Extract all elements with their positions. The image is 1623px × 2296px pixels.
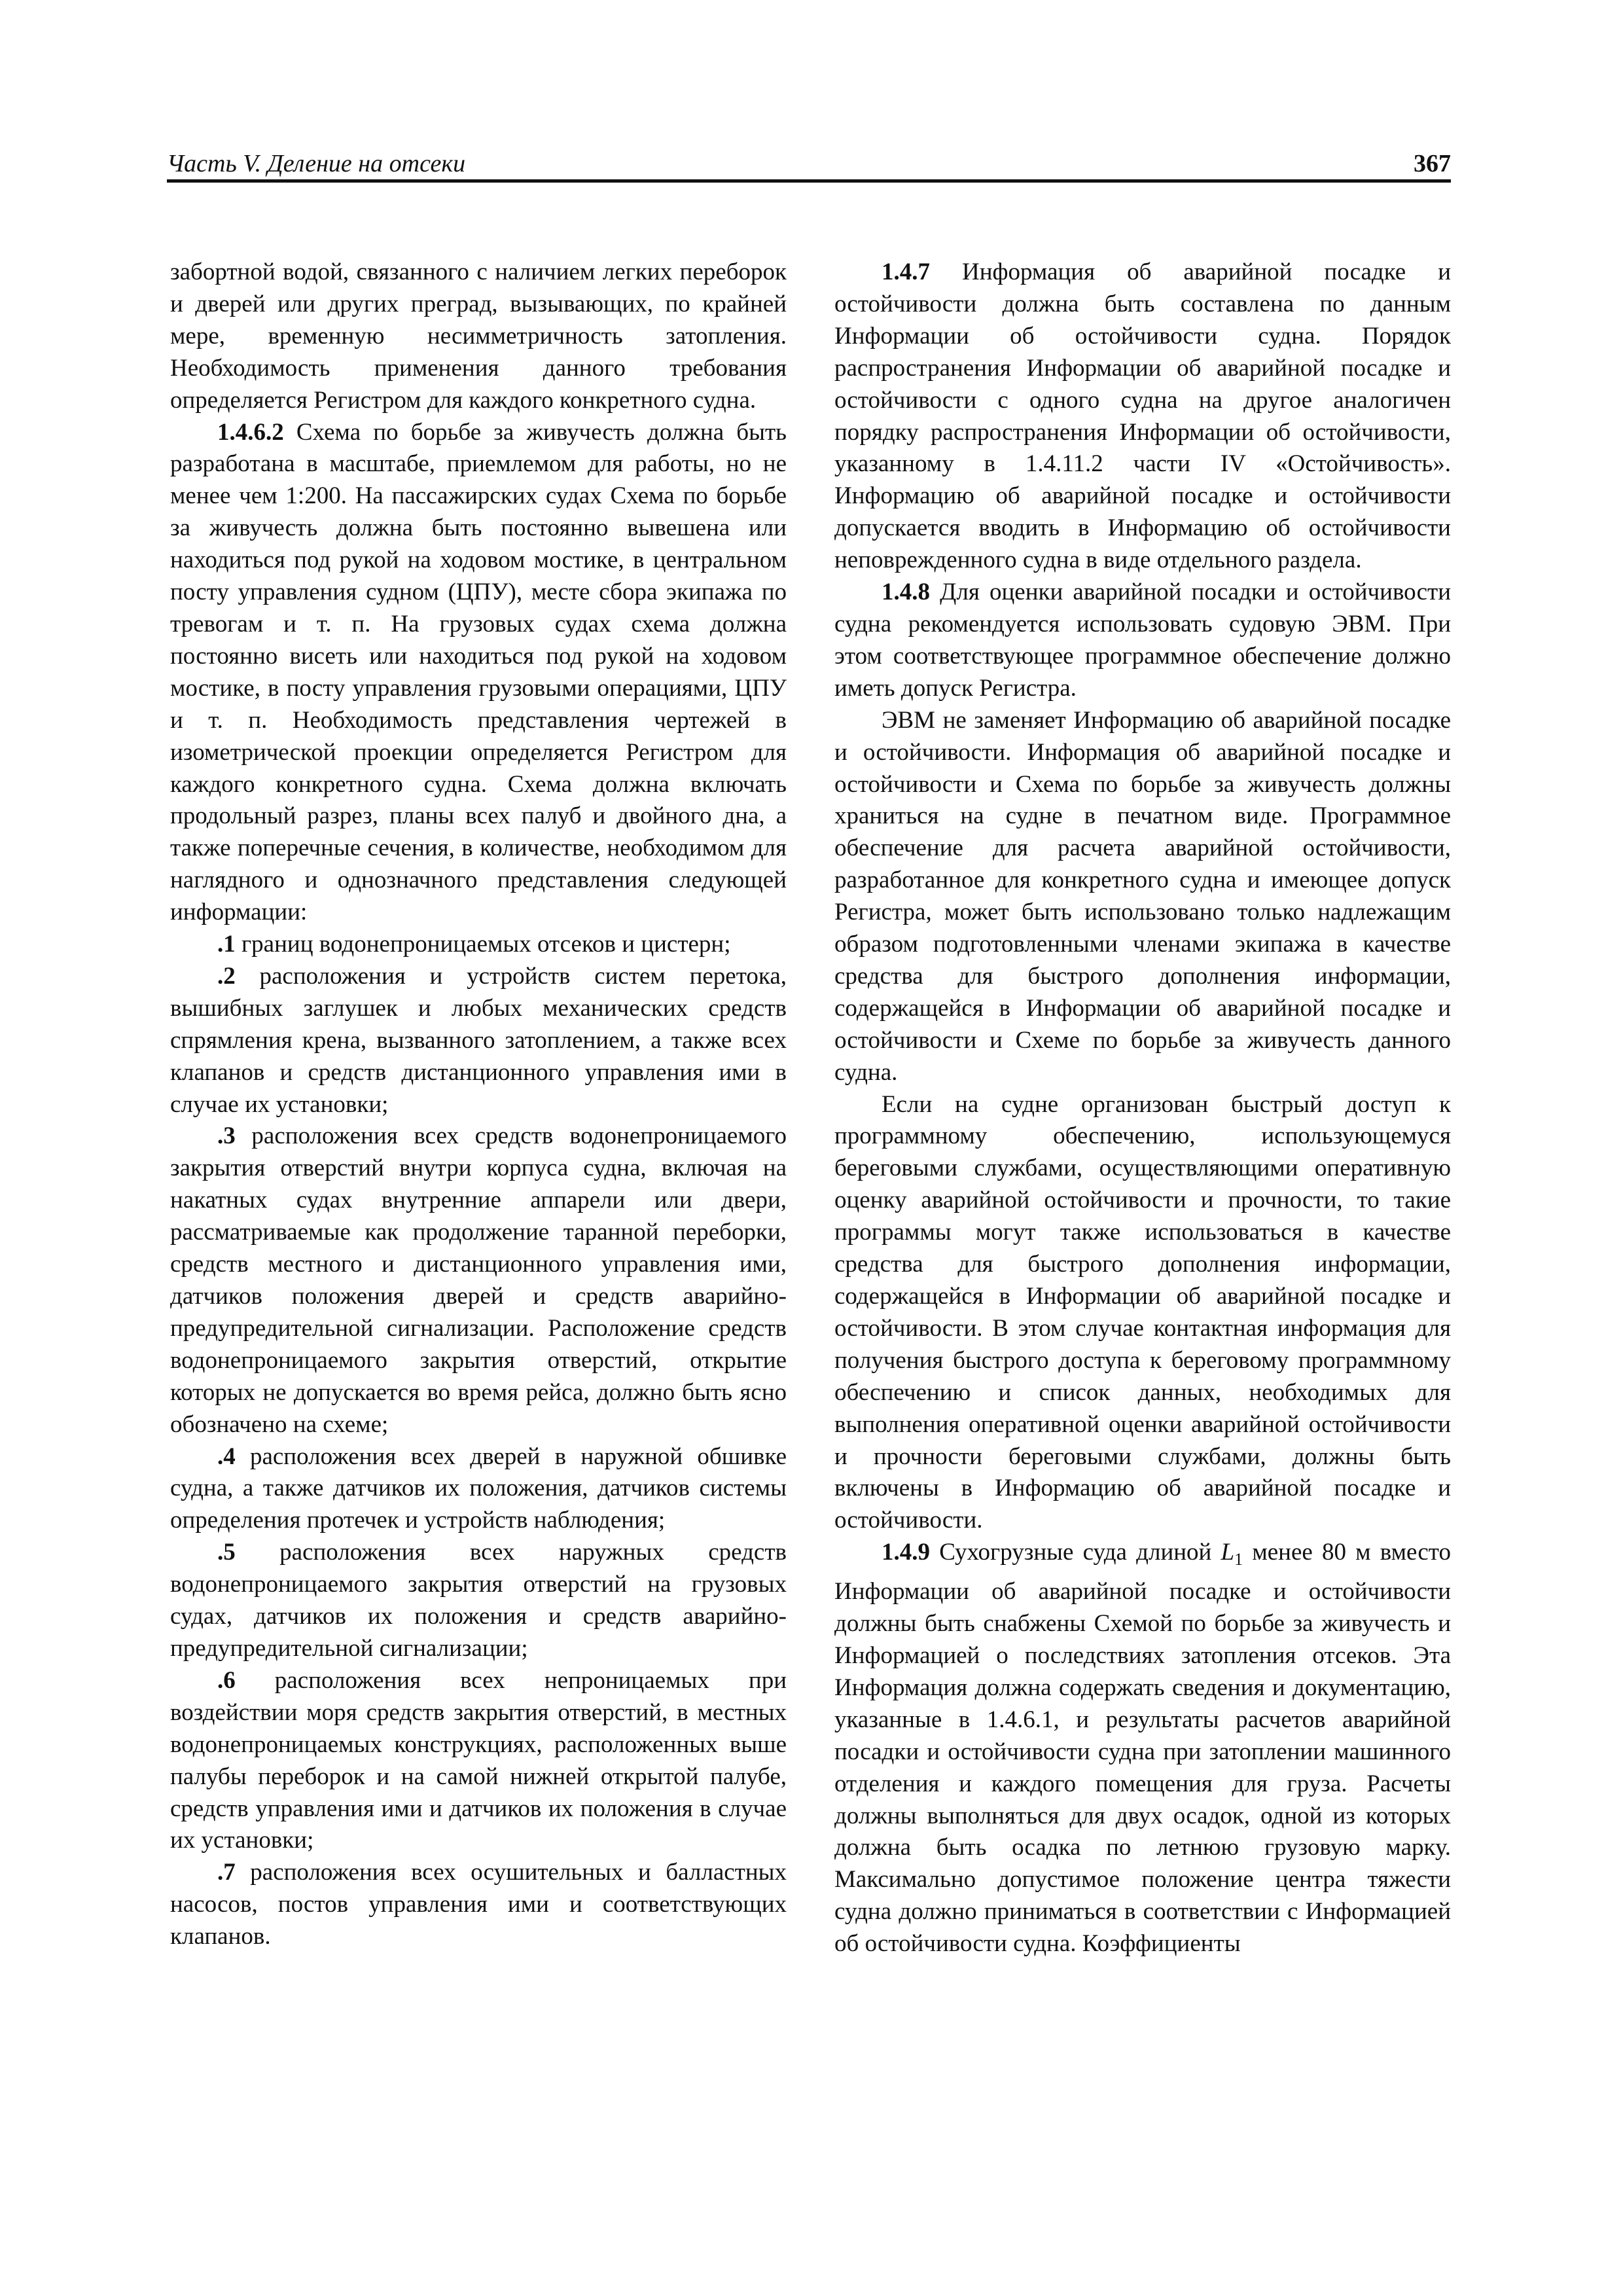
paragraph-text: Если на судне организован быстрый доступ к программному обеспечению, использующемуся береговыми службами, осуществляющими оперативную оценку аварийной остойчивости и прочности, то такие программы могут также использоваться в качестве средства для быстрого дополнения информации, содержащейся в Информации об аварийной посадке и остойчивости. В этом случае контактная информация для получения быстрого доступа к береговому программному обеспечению и список данных, необходимых для выполнения оперативной оценки аварийной остойчивости и прочности береговыми службами, должны быть включены в Информацию об аварийной посадке и остойчивости. xyxy=(834,1090,1451,1534)
clause-number: 1.4.8 xyxy=(882,579,930,606)
list-item-1 xyxy=(170,929,787,961)
list-item-7 xyxy=(170,1857,787,1953)
item-text: расположения всех наружных средств водонепроницаемого закрытия отверстий на грузовых судах, датчиков их положения и средств аварийно-предупредительной сигнализации; xyxy=(170,1539,787,1662)
paragraph-1-4-8 xyxy=(834,577,1451,705)
item-text: границ водонепроницаемых отсеков и цистерн; xyxy=(235,931,731,958)
clause-number: 1.4.7 xyxy=(882,259,930,285)
paragraph-text: Сухогрузные суда длиной xyxy=(930,1539,1221,1566)
page-header xyxy=(167,145,1451,183)
paragraph-1-4-9 xyxy=(834,1537,1451,1960)
paragraph-evm xyxy=(834,705,1451,1089)
item-number: .4 xyxy=(217,1443,236,1470)
list-item-5 xyxy=(170,1537,787,1665)
paragraph-text: ЭВМ не заменяет Информацию об аварийной посадке и остойчивости. Информация об аварийной посадке и остойчивости и Схема по борьбе за живучесть должны храниться на судне в печатном виде. Программное обеспечение для расчета аварийной остойчивости, разработанное для конкретного судна и имеющее допуск Регистра, может быть использовано только надлежащим образом подготовленными членами экипажа в качестве средства для быстрого дополнения информации, содержащейся в Информации об аварийной посадке и остойчивости и Схеме по борьбе за живучесть данного судна. xyxy=(834,706,1451,1086)
length-variable: L xyxy=(1221,1539,1235,1566)
paragraph-1-4-7 xyxy=(834,257,1451,577)
item-number: .5 xyxy=(217,1539,236,1566)
paragraph-text: Схема по борьбе за живучесть должна быть разработана в масштабе, приемлемом для работы, но не менее чем 1:200. На пассажирских судах Схема по борьбе за живучесть должна быть постоянно вывешена или находиться под рукой на ходовом мостике, в центральном посту управления судном (ЦПУ), месте сбора экипажа по тревогам и т. п. На грузовых судах схема должна постоянно висеть или находиться под рукой на ходовом мостике, в посту управления грузовыми операциями, ЦПУ и т. п. Необходимость представления чертежей в изометрической проекции определяется Регистром для каждого конкретного судна. Схема должна включать продольный разрез, планы всех палуб и двойного дна, а также поперечные сечения, в количестве, необходимом для наглядного и однозначного представления следующей информации: xyxy=(170,418,787,926)
paragraph-shore-services xyxy=(834,1089,1451,1537)
item-text: расположения всех непроницаемых при воздействии моря средств закрытия отверстий, в местных водонепроницаемых конструкциях, расположенных выше палубы переборок и на самой нижней открытой палубе, средств управления ими и датчиков их положения в случае их установки; xyxy=(170,1666,787,1854)
item-text: расположения всех осушительных и балластных насосов, постов управления ими и соответствующих клапанов. xyxy=(170,1859,787,1950)
item-text: расположения всех дверей в наружной обшивке судна, а также датчиков их положения, датчиков системы определения протечек и устройств наблюдения; xyxy=(170,1443,787,1534)
item-number: .6 xyxy=(217,1666,236,1694)
clause-number: 1.4.6.2 xyxy=(217,418,284,446)
page-number: 367 xyxy=(1414,150,1451,177)
paragraph-text: Информация об аварийной посадке и остойчивости должна быть составлена по данным Информации об остойчивости судна. Порядок распространения Информации об аварийной посадке и остойчивости с одного судна на другое аналогичен порядку распространения Информации об остойчивости, указанному в 1.4.11.2 части IV «Остойчивость». Информацию об аварийной посадке и остойчивости допускается вводить в Информацию об остойчивости неповрежденного судна в виде отдельного раздела. xyxy=(834,259,1451,574)
item-text: расположения всех средств водонепроницаемого закрытия отверстий внутри корпуса судна, включая на накатных судах внутренние аппарели или двери, рассматриваемые как продолжение таранной переборки, средств местного и дистанционного управления ими, датчиков положения дверей и средств аварийно-предупредительной сигнализации. Расположение средств водонепроницаемого закрытия отверстий, открытие которых не допускается во время рейса, должно быть ясно обозначено на схеме; xyxy=(170,1122,787,1438)
clause-number: 1.4.9 xyxy=(882,1539,930,1566)
paragraph-text: забортной водой, связанного с наличием легких переборок и дверей или других преград, вызывающих, по крайней мере, временную несимметричность затопления. Необходимость применения данного требования определяется Регистром для каждого конкретного судна. xyxy=(170,259,787,414)
paragraph-text: менее 80 м вместо Информации об аварийной посадке и остойчивости должны быть снабжены Схемой по борьбе за живучесть и Информацией о последствиях затопления отсеков. Эта Информация должна содержать сведения и документацию, указанные в 1.4.6.1, и результаты расчетов аварийной посадки и остойчивости судна при затоплении машинного отделения и каждого помещения для груза. Расчеты должны выполняться для двух осадок, одной из которых должна быть осадка по летнюю грузовую марку. Максимально допустимое положение центра тяжести судна должно приниматься в соответствии с Информацией об остойчивости судна. Коэффициенты xyxy=(834,1539,1451,1958)
item-number: .3 xyxy=(217,1122,236,1150)
running-title: Часть V. Деление на отсеки xyxy=(167,150,466,177)
item-number: .7 xyxy=(217,1859,236,1886)
paragraph-1-4-6-2 xyxy=(170,417,787,929)
list-item-2 xyxy=(170,961,787,1121)
left-column xyxy=(170,257,787,2155)
list-item-4 xyxy=(170,1441,787,1537)
right-column xyxy=(834,257,1451,2155)
item-number: .1 xyxy=(217,931,236,958)
item-number: .2 xyxy=(217,962,236,990)
paragraph-continuation xyxy=(170,257,787,417)
list-item-6 xyxy=(170,1665,787,1857)
paragraph-text: Для оценки аварийной посадки и остойчивости судна рекомендуется использовать судовую ЭВМ. При этом соответствующее программное обеспечение должно иметь допуск Регистра. xyxy=(834,579,1451,702)
length-subscript: 1 xyxy=(1234,1550,1243,1570)
list-item-3 xyxy=(170,1121,787,1441)
item-text: расположения и устройств систем перетока, вышибных заглушек и любых механических средств спрямления крена, вызванного затоплением, а также всех клапанов и средств дистанционного управления ими в случае их установки; xyxy=(170,962,787,1118)
